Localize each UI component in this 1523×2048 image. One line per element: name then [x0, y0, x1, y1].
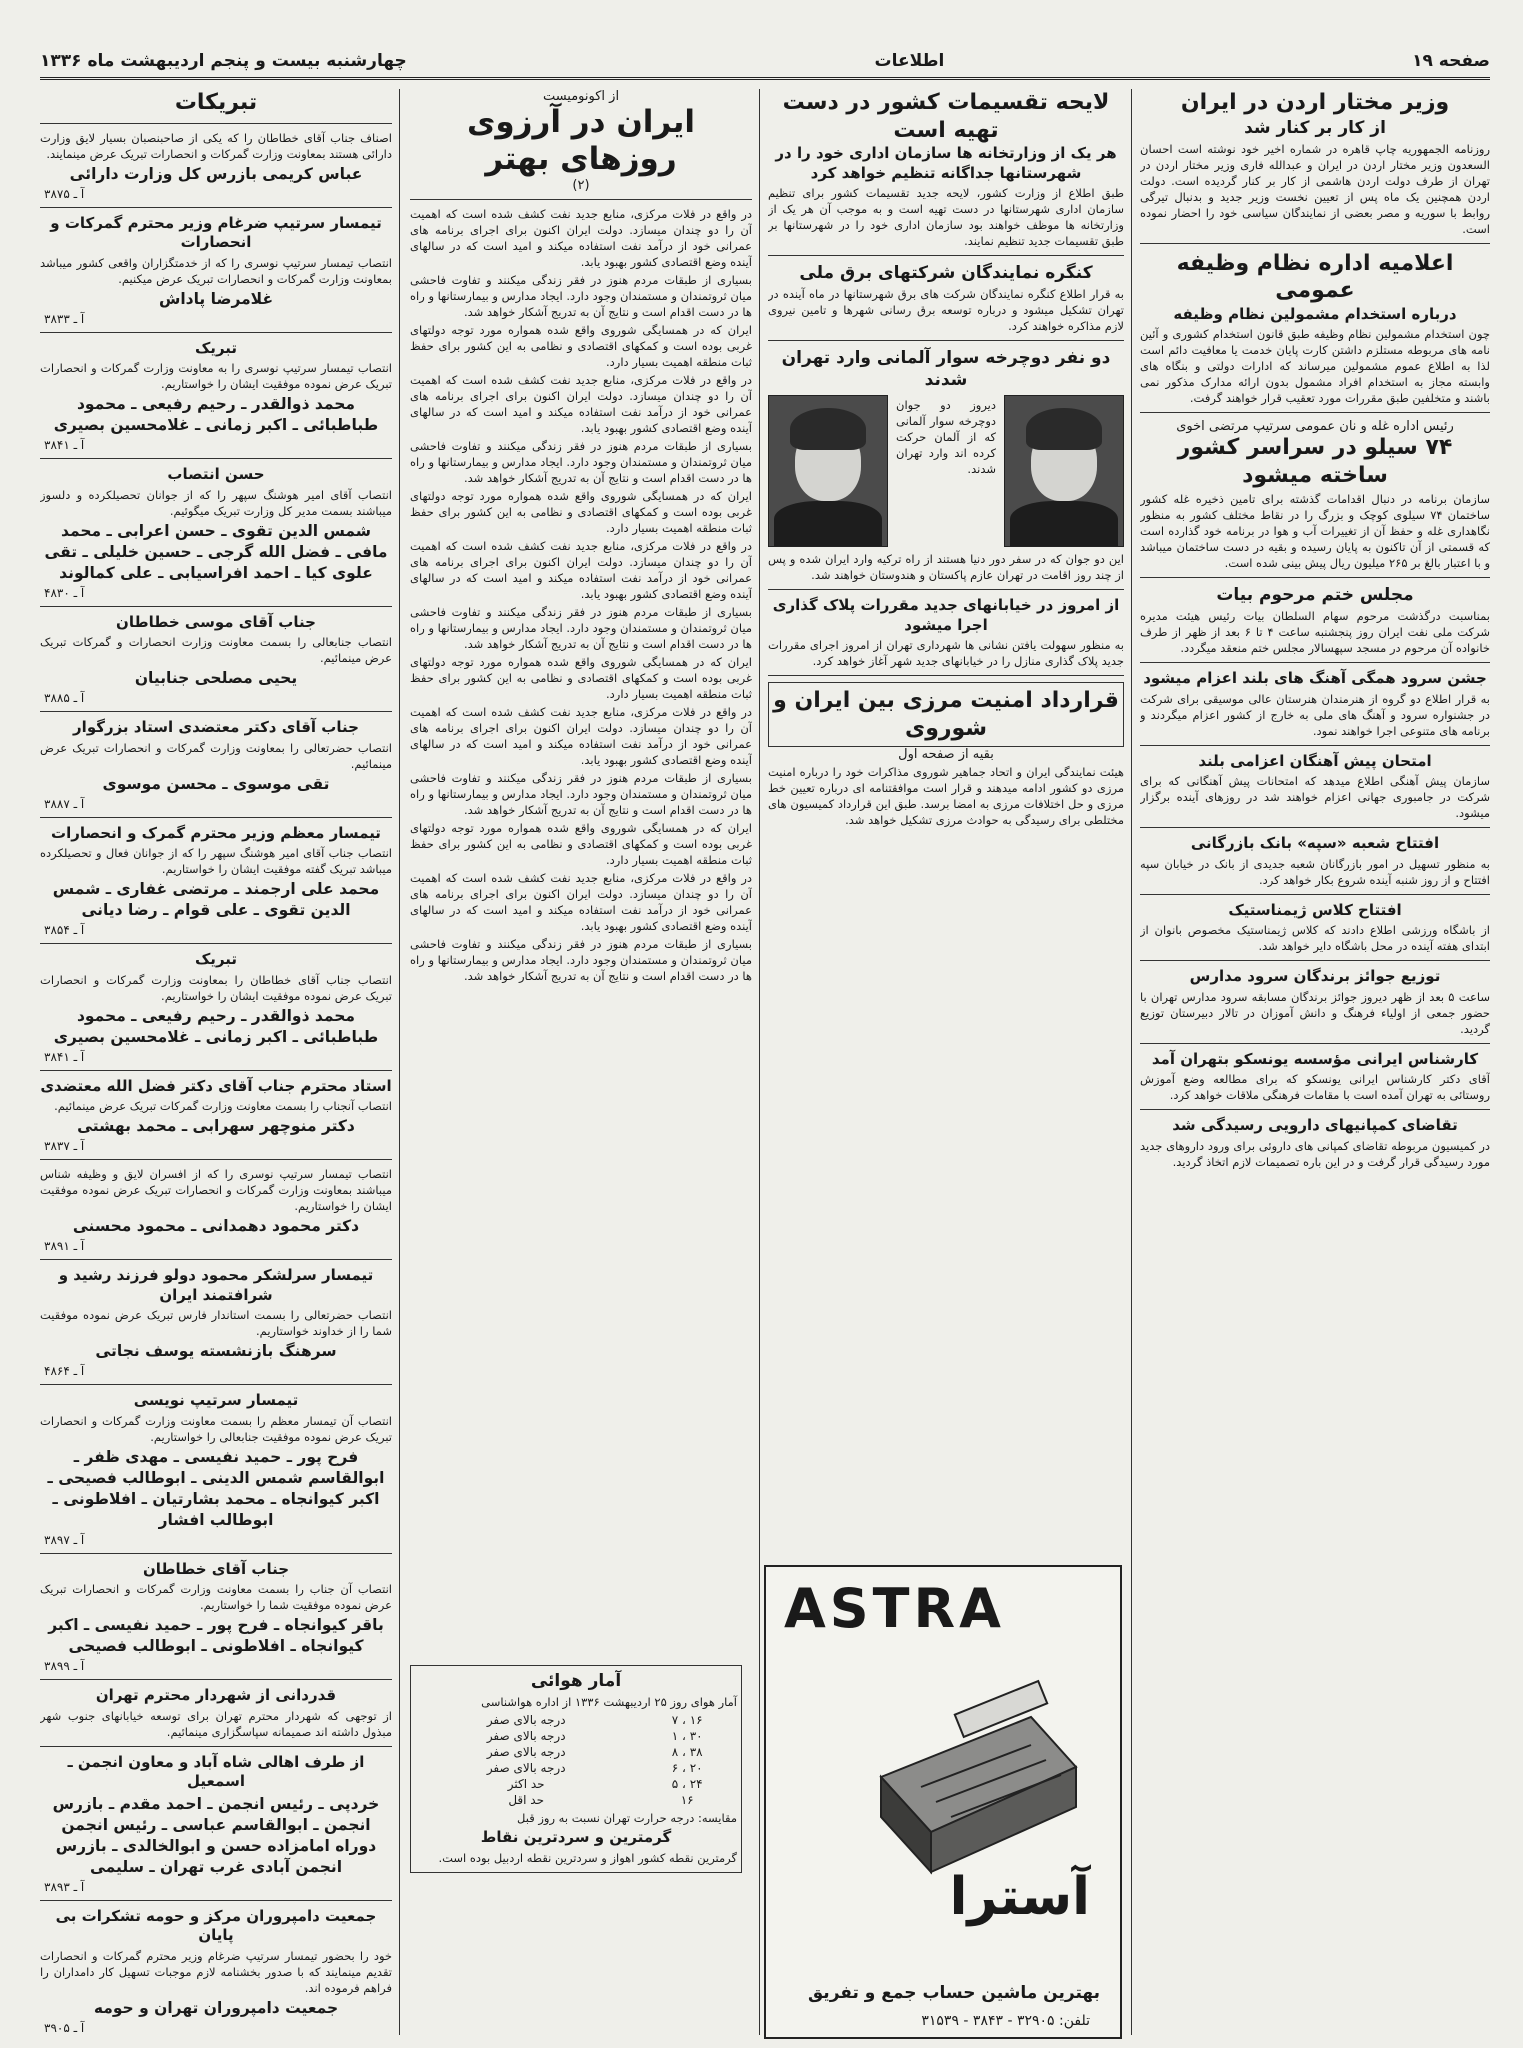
divider [40, 1259, 392, 1260]
notice-signatories: دکتر محمود دهمدانی ـ محمود محسنی [72, 1217, 360, 1235]
divider [1140, 894, 1490, 895]
weather-cell: ۲۴ ، ۵ [671, 1777, 703, 1792]
notice-ref: آ ـ ۳۸۹۹ [44, 1659, 85, 1673]
notice-item [40, 1679, 392, 1740]
notice-ref: آ ـ ۳۸۹۳ [44, 1879, 85, 1894]
notice-title: جناب آقای دکتر معتضدی استاد بزرگوار [73, 718, 359, 736]
notice-signatories: جمعیت دامپروران تهران و حومه [93, 1998, 339, 2017]
weather-row [415, 1728, 737, 1744]
notice-body: انتصاب حضرتعالی را بمعاونت وزارت گمرکات و انحصارات تبریک عرض مینمائیم. [40, 740, 392, 771]
divider [1140, 1109, 1490, 1110]
divider [1140, 745, 1490, 746]
notice-title: جمعیت دامپروران مرکز و حومه تشکرات بی پایان [55, 1906, 377, 1944]
notice-item [40, 1900, 392, 2035]
notice-ref: آ ـ ۳۸۸۵ [44, 691, 85, 705]
extremes-headline: گرمترین و سردترین نقاط [480, 1828, 672, 1847]
notice-signatories: سرهنگ بازنشسته یوسف نجاتی [95, 1342, 337, 1360]
notice-ref: آ ـ ۳۸۴۱ [44, 1049, 85, 1064]
masthead [40, 45, 1490, 80]
notice-signatories: عباس کریمی بازرس کل وزارت دارائی [69, 164, 363, 183]
notice-item [40, 1159, 392, 1253]
divider [1140, 960, 1490, 961]
scout-body: سازمان پیش آهنگی اطلاع میدهد که امتحانات پیش آهنگانی که برای شرکت در جامبوری جهانی اعزام خواهند شد در روزهای آینده برگزار میشود. [1140, 774, 1490, 821]
notice-ref: آ ـ ۳۸۳۷ [44, 1139, 85, 1153]
school-headline: توزیع جوائز برندگان سرود مدارس [1189, 967, 1441, 986]
notice-ref: آ ـ ۴۸۶۴ [44, 1364, 85, 1378]
feature-body-1: در واقع در فلات مرکزی، منابع جدید نفت کشف شده است که اهمیت آن را دو چندان میسازد. دولت ایران اکنون برای اجرای برنامه های عمرانی خود از درآمد نفت استفاده میکند و امید است که در سالهای آینده وضع اقتصادی کشور بهبود یابد. [410, 871, 752, 934]
conscription-headline: اعلامیه اداره نظام وظیفه عمومی [1176, 250, 1454, 304]
divider [768, 340, 1124, 341]
feature-body-2: بسیاری از طبقات مردم هنوز در فقر زندگی میکنند و تفاوت فاحشی میان ثروتمندان و مستمندان وجود دارد. ایجاد مدارس و بیمارستانها و راه ها در دست اقدام است و نتایج آن به تدریج آشکار خواهد شد. [410, 771, 752, 818]
weather-cell: درجه بالای صفر [486, 1745, 566, 1760]
notice-title: تیمسار سرتیپ ضرغام وزیر محترم گمرکات و انحصارات [50, 213, 382, 251]
feature-body-1: در واقع در فلات مرکزی، منابع جدید نفت کشف شده است که اهمیت آن را دو چندان میسازد. دولت ایران اکنون برای اجرای برنامه های عمرانی خود از درآمد نفت استفاده میکند و امید است که در سالهای آینده وضع اقتصادی کشور بهبود یابد. [410, 539, 752, 602]
weather-row [415, 1760, 737, 1776]
notice-body: انتصاب جناب آقای امیر هوشنگ سپهر را که از جوانان فعال و تحصیلکرده میباشد تبریک گفته موفقیت ایشان را خواستاریم. [40, 846, 392, 876]
divider [40, 1070, 392, 1071]
notice-ref: آ ـ ۳۸۳۳ [44, 311, 85, 326]
weather-title: آمار هوائی [530, 1671, 622, 1691]
feature-body-3: ایران که در همسایگی شوروی واقع شده همواره مورد توجه دولتهای غربی بوده است و کمکهای اقتصادی و نظامی به این کشور برای حفظ ثبات منطقه اهمیت بسیار دارد. [410, 323, 752, 370]
feature-headline: ایران در آرزوی روزهای بهتر [467, 104, 695, 178]
divider [40, 1159, 392, 1160]
notice-body: انتصاب جنابعالی را بسمت معاونت وزارت انحصارات و گمرکات تبریک عرض مینمائیم. [40, 635, 392, 665]
notice-body: انتصاب تیمسار سرتیپ نوسری را به معاونت وزارت گمرکات و انحصارات تبریک عرض نموده موفقیت ایشان را خواستاریم. [40, 361, 392, 391]
divider [40, 1553, 392, 1554]
page-number: صفحه ۱۹ [1412, 51, 1490, 71]
border-body: هیئت نمایندگی ایران و اتحاد جماهیر شوروی مذاکرات خود را درباره امنیت مرزی دو کشور ادامه میدهند و قرار است موافقتنامه ای درباره تعیین خط مرزی و حل اختلافات مرزی به امضا برسد. طبق این قرارداد کمیسیون های مختلطی برای رسیدگی به حوادث مرزی تشکیل خواهد شد. [768, 765, 1124, 828]
notice-title: از طرف اهالی شاه آباد و معاون انجمن ـ اسمعیل [67, 1752, 365, 1790]
weather-table [415, 1712, 737, 1808]
ad-tagline: بهترین ماشین حساب جمع و تفریق [807, 1983, 1100, 2003]
jordan-body: روزنامه الجمهوریه چاپ قاهره در شماره اخیر خود نوشته است احسان السعدون وزیر مختار اردن در ایران و عبدالله فاری وزیر مختار اردن در تهران از طرف دولت اردن هاشمی از کار بر کنار گردیده است. دولت اردن همچنین یک ماه پس از تعیین نخست وزیر جدید و بدنبال تیرگی روابط با سوریه و مصر بعضی از نمایندگان سیاسی خود را احضار نموده است. [1140, 141, 1490, 236]
bank-headline: افتتاح شعبه «سپه» بانک بازرگانی [1190, 834, 1440, 853]
weather-intro: آمار هوای روز ۲۵ اردیبهشت ۱۳۳۶ از اداره هواشناسی [481, 1695, 737, 1710]
extremes-body: گرمترین نقطه کشور اهواز و سردترین نقطه اردبیل بوده است. [438, 1850, 737, 1865]
weather-cell: ۱۶ [680, 1793, 694, 1808]
divider [40, 711, 392, 712]
notice-item [40, 123, 392, 201]
notice-body: انتصاب آن تیمسار معظم را بسمت معاونت وزارت گمرکات و انحصارات تبریک عرض نموده موفقیت جنابعالی را خواستاریم. [40, 1413, 392, 1444]
divider [40, 1679, 392, 1680]
weather-row [415, 1792, 737, 1808]
weather-note: مقایسه: درجه حرارت تهران نسبت به روز قبل [517, 1811, 737, 1826]
gym-headline: افتتاح کلاس ژیمناستیک [1228, 900, 1402, 919]
border-treaty-box [768, 682, 1124, 747]
notice-signatories: غلامرضا پاداش [158, 289, 274, 308]
weather-cell: درجه بالای صفر [486, 1713, 566, 1728]
notice-ref: آ ـ ۳۸۵۴ [44, 923, 85, 937]
notice-item [40, 1259, 392, 1378]
divider [1140, 412, 1490, 413]
notice-title: تیمسار سرلشکر محمود دولو فرزند رشید و شرافتمند ایران [58, 1266, 374, 1304]
silo-headline: ۷۴ سیلو در سراسر کشور ساخته میشود [1177, 435, 1453, 488]
feature-body-3: ایران که در همسایگی شوروی واقع شده همواره مورد توجه دولتهای غربی بوده است و کمکهای اقتصادی و نظامی به این کشور برای حفظ ثبات منطقه اهمیت بسیار دارد. [410, 655, 752, 702]
pharma-body: در کمیسیون مربوطه تقاضای کمپانی های داروئی برای ورود داروهای جدید مورد رسیدگی قرار گرفت و در این باره تصمیمات لازم اتخاذ گردید. [1140, 1138, 1490, 1169]
cyclists-body: این دو جوان که در سفر دور دنیا هستند از راه ترکیه وارد ایران شده و پس از چند روز اقامت در تهران عازم پاکستان و هندوستان خواهند شد. [768, 552, 1124, 583]
pharma-headline: تقاضای کمپانیهای دارویی رسیدگی شد [1172, 1116, 1458, 1135]
column-rule [759, 89, 760, 2035]
notice-title: تبریک [194, 950, 238, 968]
weather-row [415, 1744, 737, 1760]
divisions-headline: لایحه تقسیمات کشور در دست تهیه است [782, 90, 1110, 143]
conscription-subhead: درباره استخدام مشمولین نظام وظیفه [1173, 304, 1457, 323]
feature-body-2: بسیاری از طبقات مردم هنوز در فقر زندگی میکنند و تفاوت فاحشی میان ثروتمندان و مستمندان وجود دارد. ایجاد مدارس و بیمارستانها و راه ها در دست اقدام است و نتایج آن به تدریج آشکار خواهد شد. [410, 439, 752, 486]
bank-body: به منظور تسهیل در امور بازرگانان شعبه جدیدی از بانک در خیابان سپه افتتاح و از روز شنبه آینده شروع بکار خواهد کرد. [1140, 856, 1490, 887]
notice-item [40, 1070, 392, 1154]
feature-body-1: در واقع در فلات مرکزی، منابع جدید نفت کشف شده است که اهمیت آن را دو چندان میسازد. دولت ایران اکنون برای اجرای برنامه های عمرانی خود از درآمد نفت استفاده میکند و امید است که در سالهای آینده وضع اقتصادی کشور بهبود یابد. [410, 705, 752, 768]
notice-ref: آ ـ ۳۸۹۷ [44, 1532, 85, 1547]
notice-body: انتصاب آن جناب را بسمت معاونت وزارت گمرکات و انحصارات تبریک عرض نموده موفقیت شما را خواستاریم. [40, 1582, 392, 1612]
notice-body: از توجهی که شهردار محترم تهران برای توسعه خیابانهای جنوب شهر مبذول داشته اند صمیمانه سپاسگزاری مینمائیم. [40, 1708, 392, 1739]
divider [410, 199, 752, 200]
silo-body: سازمان برنامه در دنبال اقدامات گذشته برای تامین ذخیره غله کشور ساختمان ۷۴ سیلوی کوچک و بزرگ را در نقاط مختلف کشور به منظور نگاهداری غله و حفظ آن از تغییرات آب و هوا در برنامه خود گذارده است که قسمتی از آن تاکنون به پایان رسیده و بقیه در دست ساختمان میباشد و با اعتبار بالغ بر ۲۶۵ میلیون ریال پیش بینی شده است. [1140, 492, 1490, 571]
feature-body-2: بسیاری از طبقات مردم هنوز در فقر زندگی میکنند و تفاوت فاحشی میان ثروتمندان و مستمندان وجود دارد. ایجاد مدارس و بیمارستانها و راه ها در دست اقدام است و نتایج آن به تدریج آشکار خواهد شد. [410, 937, 752, 984]
notice-item [40, 817, 392, 938]
notice-body: اصناف جناب آقای خطاطان را که یکی از صاحبنصبان بسیار لایق وزارت دارائی هستند بمعاونت وزارت گمرکات و انحصارات تبریک عرض مینمایند. [40, 130, 392, 161]
unesco-body: آقای دکتر کارشناس ایرانی یونسکو که برای مطالعه وضع آموزش روستائی به تهران آمده است با مقامات فرهنگی ملاقات خواهد کرد. [1140, 1072, 1490, 1103]
feature-body-2: بسیاری از طبقات مردم هنوز در فقر زندگی میکنند و تفاوت فاحشی میان ثروتمندان و مستمندان وجود دارد. ایجاد مدارس و بیمارستانها و راه ها در دست اقدام است و نتایج آن به تدریج آشکار خواهد شد. [410, 605, 752, 652]
notice-title: جناب آقای موسی خطاطان [116, 612, 316, 631]
notice-ref: آ ـ ۳۸۹۱ [44, 1239, 85, 1253]
divider [1140, 243, 1490, 244]
scout-headline: امتحان پیش آهنگان اعزامی بلند [1198, 751, 1432, 770]
divider [40, 207, 392, 208]
notice-body: خود را بحضور تیمسار سرتیپ ضرغام وزیر محترم گمرکات و انحصارات تقدیم مینمایند که با صدور بخشنامه لازم موجبات تسهیل کار دامداران را فراهم فرموده اند. [40, 1948, 392, 1995]
divider [40, 606, 392, 607]
notice-body: انتصاب آقای امیر هوشنگ سپهر را که از جوانان تحصیلکرده و دلسوز میباشند بسمت مدیر کل وزارت تبریک میگوئیم. [40, 487, 392, 518]
notice-item [40, 458, 392, 600]
column-rule [399, 89, 400, 2035]
music-body: به قرار اطلاع دو گروه از هنرمندان هنرستان عالی موسیقی برای شرکت در جشنواره سرود و آهنگ های ملی به خارج از کشور اعزام میگردند و برنامه های متنوعی اجرا خواهند نمود. [1140, 691, 1490, 738]
weather-stats-box [410, 1665, 742, 1873]
divider [40, 123, 392, 124]
weather-cell: درجه بالای صفر [486, 1761, 566, 1776]
notice-body: انتصاب تیمسار سرتیپ نوسری را که از خدمتگزاران واقعی کشور میباشد بمعاونت وزارت گمرکات و انحصارات تبریک عرض میکنیم. [40, 255, 392, 286]
divider [1140, 1043, 1490, 1044]
notice-body: انتصاب تیمسار سرتیپ نوسری را که از افسران لایق و وظیفه شناس میباشند بمعاونت وزارت گمرکات و انحصارات تبریک عرض نموده موفقیت ایشان را خواستاریم. [40, 1167, 392, 1213]
weather-cell: ۳۰ ، ۱ [671, 1729, 703, 1744]
memorial-headline: مجلس ختم مرحوم بیات [1216, 585, 1414, 606]
cyclist-photo-2 [768, 395, 888, 547]
column-congratulations [40, 89, 392, 2035]
notice-body: انتصاب حضرتعالی را بسمت استاندار فارس تبریک عرض نموده موفقیت شما را از خداوند خواستاریم. [40, 1308, 392, 1338]
notice-item [40, 606, 392, 706]
electric-headline: کنگره نمایندگان شرکتهای برق ملی [799, 263, 1093, 283]
notice-item [40, 1553, 392, 1674]
memorial-body: بمناسبت درگذشت مرحوم سهام السلطان بیات رئیس هیئت مدیره شرکت ملی نفت ایران روز پنجشنبه ساعت ۴ تا ۶ بعد از ظهر از طرف خانواده آن مرحوم در مسجد سپهسالار مجلس ختم منعقد میگردد. [1140, 609, 1490, 656]
gym-body: از باشگاه ورزشی اطلاع دادند که کلاس ژیمناستیک مخصوص بانوان از ابتدای هفته آینده در محل باشگاه دایر خواهد شد. [1140, 923, 1490, 954]
notice-ref: آ ـ ۳۹۰۵ [44, 2020, 85, 2035]
ad-logo: ASTRA [784, 1577, 1005, 1640]
notice-signatories: شمس الدین تقوی ـ حسن اعرابی ـ محمد مافی ـ فضل الله گرجی ـ حسین خلیلی ـ تقی علوی کیا ـ احمد افراسیابی ـ علی کمالوند [44, 521, 388, 582]
school-body: ساعت ۵ بعد از ظهر دیروز جوائز برندگان مسابقه سرود مدارس تهران با حضور جمعی از اولیاء فرهنگ و دانش آموزان در تالار دبیرستان توزیع گردید. [1140, 989, 1490, 1036]
music-headline: جشن سرود همگی آهنگ های بلند اعزام میشود [1143, 669, 1487, 688]
divider [40, 943, 392, 944]
divider [1140, 662, 1490, 663]
notice-signatories: یحیی مصلحی جنابیان [134, 669, 298, 687]
notice-item [40, 1384, 392, 1547]
divisions-body: طبق اطلاع از وزارت کشور، لایحه جدید تقسیمات کشور برای تنظیم سازمان اداری شهرستانها در دست تهیه است و به موجب آن هر یک از وزارتخانه ها موظف خواهند بود سازمان اداری خود را در شهرستانها بر طبق تقسیمات جدید تنظیم نمایند. [768, 186, 1124, 248]
border-headline: قرارداد امنیت مرزی بین ایران و شوروی [773, 688, 1119, 741]
notice-signatories: فرح پور ـ حمید نفیسی ـ مهدی ظفر ـ ابوالقاسم شمس الدینی ـ ابوطالب فصیحی ـ اکبر کیوانجاه ـ محمد بشارتیان ـ افلاطونی ـ ابوطالب افشار [47, 1447, 385, 1529]
divider [1140, 827, 1490, 828]
column-rule [1131, 89, 1132, 2035]
feature-body-1: در واقع در فلات مرکزی، منابع جدید نفت کشف شده است که اهمیت آن را دو چندان میسازد. دولت ایران اکنون برای اجرای برنامه های عمرانی خود از درآمد نفت استفاده میکند و امید است که در سالهای آینده وضع اقتصادی کشور بهبود یابد. [410, 373, 752, 436]
notice-body: انتصاب آنجناب را بسمت معاونت وزارت گمرکات تبریک عرض مینمائیم. [54, 1099, 392, 1113]
divider [1140, 577, 1490, 578]
divider [40, 458, 392, 459]
notice-signatories: تقی موسوی ـ محسن موسوی [102, 774, 330, 793]
feature-body-3: ایران که در همسایگی شوروی واقع شده همواره مورد توجه دولتهای غربی بوده است و کمکهای اقتصادی و نظامی به این کشور برای حفظ ثبات منطقه اهمیت بسیار دارد. [410, 489, 752, 536]
divider [40, 332, 392, 333]
divider [768, 675, 1124, 676]
astra-advertisement [764, 1565, 1122, 2039]
notice-list [40, 123, 392, 2035]
feature-body-1: در واقع در فلات مرکزی، منابع جدید نفت کشف شده است که اهمیت آن را دو چندان میسازد. دولت ایران اکنون برای اجرای برنامه های عمرانی خود از درآمد نفت استفاده میکند و امید است که در سالهای آینده وضع اقتصادی کشور بهبود یابد. [410, 207, 752, 270]
weather-cell: درجه بالای صفر [486, 1729, 566, 1744]
notice-signatories: محمد ذوالقدر ـ رحیم رفیعی ـ محمود طباطبائی ـ اکبر زمانی ـ غلامحسین بصیری [53, 1006, 379, 1046]
notice-title: تیمسار معظم وزیر محترم گمرک و انحصارات [51, 823, 381, 842]
unesco-headline: کارشناس ایرانی مؤسسه یونسکو بتهران آمد [1151, 1049, 1479, 1068]
cyclist-photo-1 [1004, 395, 1124, 547]
weather-cell: ۳۸ ، ۸ [671, 1745, 703, 1760]
notice-title: حسن انتصاب [167, 465, 265, 483]
weather-cell: حد اقل [508, 1793, 545, 1808]
notice-item [40, 711, 392, 811]
ad-phone: تلفن: ۳۲۹۰۵ - ۳۸۴۳ - ۳۱۵۳۹ [921, 2013, 1090, 2029]
feature-body-3: ایران که در همسایگی شوروی واقع شده همواره مورد توجه دولتهای غربی بوده است و کمکهای اقتصادی و نظامی به این کشور برای حفظ ثبات منطقه اهمیت بسیار دارد. [410, 821, 752, 868]
notice-title: تیمسار سرتیپ نویسی [133, 1391, 299, 1409]
notice-item [40, 1746, 392, 1894]
jordan-headline: وزیر مختار اردن در ایران [1180, 90, 1450, 115]
notice-title: جناب آقای خطاطان [142, 1559, 290, 1578]
notice-signatories: خردپی ـ رئیس انجمن ـ احمد مقدم ـ بازرس انجمن ـ ابوالقاسم عباسی ـ رئیس انجمن دوراه امامزاده حسن و ابوالخالدی ـ بازرس انجمن آبادی غرب تهران ـ سلیمی [52, 1794, 380, 1876]
electric-body: به قرار اطلاع کنگره نمایندگان شرکت های برق شهرستانها در ماه آینده در تهران تشکیل میشود و درباره توسعه برق رسانی شهرها و تامین نیروی لازم مذاکره خواهند کرد. [768, 287, 1124, 334]
weather-cell: ۱۶ ، ۷ [671, 1713, 703, 1728]
divider [40, 817, 392, 818]
border-continued: بقیه از صفحه اول [898, 747, 994, 763]
notice-title: تبریک [194, 338, 238, 357]
weather-row [415, 1776, 737, 1792]
cyclists-headline: دو نفر دوچرخه سوار آلمانی وارد تهران شدند [781, 348, 1111, 391]
notice-ref: آ ـ ۳۸۸۷ [44, 796, 85, 811]
notice-signatories: باقر کیوانجاه ـ فرح پور ـ حمید نفیسی ـ اکبر کیوانجاه ـ افلاطونی ـ ابوطالب فصیحی [48, 1616, 384, 1655]
notice-item [40, 332, 392, 453]
notice-ref: آ ـ ۴۸۳۰ [44, 585, 85, 600]
newspaper-page [40, 45, 1490, 2035]
conscription-body: چون استخدام مشمولین نظام وظیفه طبق قانون استخدام کشوری و آئین نامه های مربوطه مستلزم داشتن کارت پایان خدمت یا معافیت دائم است لذا به اطلاع عموم مشمولین میرساند که ادارات دولتی و بنگاه های وابسته مجاز به استخدام افراد مشمول بدون ارائه مدارک مذکور نمی باشند و متخلفین طبق مقررات مورد تعقیب قرار خواهند گرفت. [1140, 327, 1490, 406]
congrats-title: تبریکات [174, 90, 258, 115]
feature-source: از اکونومیست [542, 89, 620, 104]
weather-cell: ۲۰ ، ۶ [671, 1761, 703, 1776]
feature-part: (۲) [572, 178, 590, 194]
calculator-illustration [861, 1657, 1091, 1887]
plates-headline: از امروز در خیابانهای جدید مقررات پلاک گذاری اجرا میشود [772, 596, 1120, 634]
feature-body-2: بسیاری از طبقات مردم هنوز در فقر زندگی میکنند و تفاوت فاحشی میان ثروتمندان و مستمندان وجود دارد. ایجاد مدارس و بیمارستانها و راه ها در دست اقدام است و نتایج آن به تدریج آشکار خواهد شد. [410, 273, 752, 320]
divider [40, 1746, 392, 1747]
silo-kicker: رئیس اداره غله و نان عمومی سرتیپ مرتضی اخوی [1176, 419, 1454, 435]
divider [40, 1384, 392, 1385]
weather-cell: حد اکثر [507, 1777, 545, 1792]
notice-title: استاد محترم جناب آقای دکتر فضل الله معتضدی [40, 1076, 392, 1095]
column-news-right [1140, 89, 1490, 2035]
cyclists-caption: دیروز دو جوان دوچرخه سوار آلمانی که از آلمان حرکت کرده اند وارد تهران شدند. [896, 398, 996, 477]
newspaper-name: اطلاعات [874, 51, 945, 71]
notice-ref: آ ـ ۳۸۷۵ [44, 186, 85, 201]
divider [40, 1900, 392, 1901]
notice-ref: آ ـ ۳۸۴۱ [44, 438, 85, 452]
ad-brand-persian: آسترا [949, 1867, 1090, 1927]
notice-signatories: دکتر منوچهر سهرابی ـ محمد بهشتی [77, 1117, 355, 1135]
divider [768, 589, 1124, 590]
divisions-subhead: هر یک از وزارتخانه ها سازمان اداری خود را در شهرستانها جداگانه تنظیم خواهد کرد [775, 144, 1117, 182]
plates-body: به منظور سهولت یافتن نشانی ها شهرداری تهران از امروز اجرای مقررات جدید پلاک گذاری منازل را در خیابانهای جدید شهر آغاز خواهد کرد. [768, 638, 1124, 669]
notice-item [40, 943, 392, 1064]
divider [768, 255, 1124, 256]
notice-body: انتصاب جناب آقای خطاطان را بمعاونت وزارت گمرکات و انحصارات تبریک عرض نموده موفقیت ایشان را خواستاریم. [40, 972, 392, 1003]
notice-item [40, 207, 392, 326]
jordan-subhead: از کار بر کنار شد [1244, 117, 1386, 138]
issue-date: چهارشنبه بیست و پنجم اردیبهشت ماه ۱۳۳۶ [40, 51, 407, 71]
notice-signatories: محمد ذوالقدر ـ رحیم رفیعی ـ محمود طباطبائی ـ اکبر زمانی ـ غلامحسین بصیری [53, 395, 379, 434]
weather-row [415, 1712, 737, 1728]
notice-title: قدردانی از شهردار محترم تهران [95, 1686, 337, 1704]
notice-signatories: محمد علی ارجمند ـ مرتضی غفاری ـ شمس الدین تقوی ـ علی قوام ـ رضا دیانی [52, 880, 380, 919]
